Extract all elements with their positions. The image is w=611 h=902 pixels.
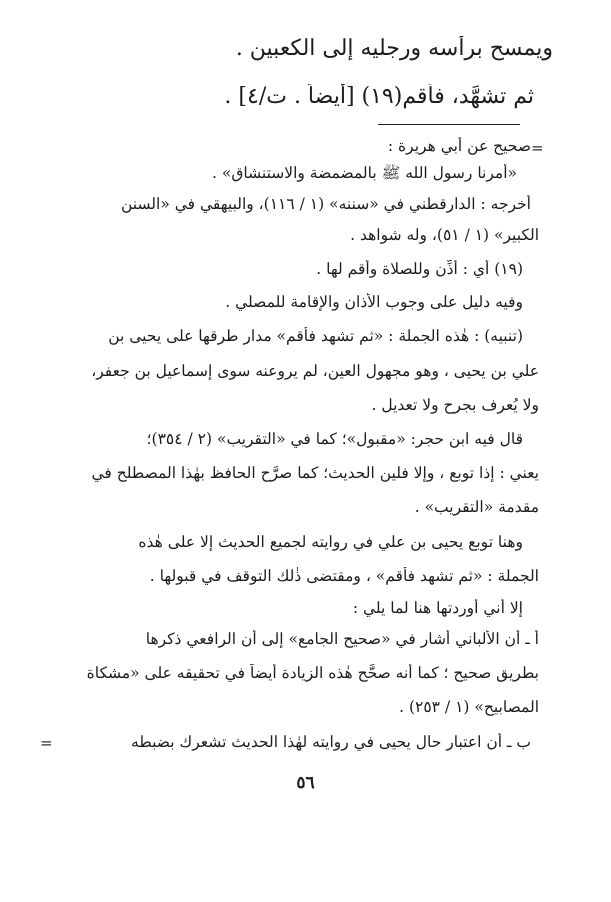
footnote-separator xyxy=(378,124,520,125)
footnote-line: وهنا توبع يحيى بن علي في روايته لجميع الحديث إلا على هٰذه xyxy=(138,533,523,551)
footnote-line: الكبير» (١ / ٥١)، وله شواهد . xyxy=(350,226,539,244)
footnote-line: (١٩) أي : أذِّن وللصلاة وأقم لها . xyxy=(316,260,523,278)
footnote-line: «أمرنا رسول الله ﷺ بالمضمضة والاستنشاق» . xyxy=(211,164,517,182)
main-text-line-2: ثم تشهَّد، فأقم(١٩) [أيضاً . ت/٤] . xyxy=(224,84,534,109)
footnote-line: أخرجه : الدارقطني في «سننه» (١ / ١١٦)، والبيهقي في «السنن xyxy=(120,195,531,213)
footnote-line: ولا يُعرف بجرح ولا تعديل . xyxy=(371,396,539,414)
footnote-line: وفيه دليل على وجوب الأذان والإقامة للمصلي . xyxy=(225,293,523,311)
footnote-line: بطريق صحيح ؛ كما أنه صحَّح هٰذه الزيادة أيضاً في تحقيقه على «مشكاة xyxy=(86,664,539,682)
page-number: ٥٦ xyxy=(296,773,315,793)
footnote-line: قال فيه ابن حجر: «مقبول»؛ كما في «التقريب» (٢ / ٣٥٤)؛ xyxy=(146,430,523,448)
footnote-line: ب ـ أن اعتبار حال يحيى في روايته لهٰذا الحديث تشعرك بضبطه xyxy=(131,733,531,751)
continuation-mark-top: = xyxy=(531,139,544,157)
footnote-line: مقدمة «التقريب» . xyxy=(414,498,539,516)
footnote-line: يعني : إذا توبع ، وإلا فلين الحديث؛ كما صرَّح الحافظ بهٰذا المصطلح في xyxy=(91,464,539,482)
continuation-mark-bottom: = xyxy=(40,734,53,752)
footnote-line: أ ـ أن الألباني أشار في «صحيح الجامع» إلى أن الرافعي ذكرها xyxy=(145,630,539,648)
footnote-line: (تنبيه) : هٰذه الجملة : «ثم تشهد فأقم» مدار طرقها على يحيى بن xyxy=(108,327,523,345)
footnote-line: المصابيح» (١ / ٢٥٣) . xyxy=(399,698,539,716)
main-text-line-1: ويمسح برأسه ورجليه إلى الكعبين . xyxy=(235,36,553,61)
footnote-line: الجملة : «ثم تشهد فأقم» ، ومقتضى ذٰلك التوقف في قبولها . xyxy=(149,567,539,585)
footnote-line: علي بن يحيى ، وهو مجهول العين، لم يروعنه سوى إسماعيل بن جعفر، xyxy=(91,362,539,380)
footnote-line: إلا أني أوردتها هنا لما يلي : xyxy=(352,599,523,617)
footnote-line: صحيح عن أبي هريرة : xyxy=(387,137,531,155)
